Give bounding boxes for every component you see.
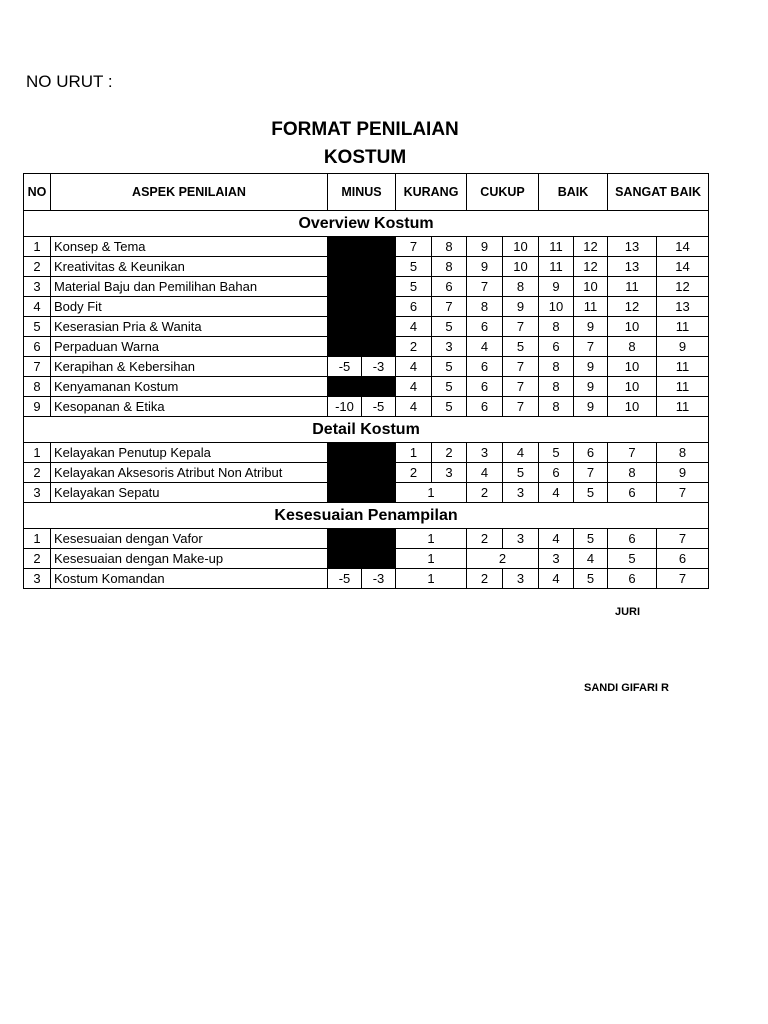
scoring-table [23,173,709,589]
score-cell: 5 [608,549,657,569]
score-cell: 9 [574,357,608,377]
score-cell: 7 [574,463,608,483]
minus-blocked-cell [328,277,396,297]
score-cell: 5 [539,443,574,463]
minus-blocked-cell [328,529,396,549]
score-cell: 2 [467,549,539,569]
table-row [24,397,709,417]
minus-blocked-cell [328,297,396,317]
score-cell: 12 [574,257,608,277]
score-cell: 13 [657,297,709,317]
row-number: 2 [24,549,51,569]
score-cell: 5 [432,377,467,397]
score-cell: 11 [657,397,709,417]
score-cell: 3 [539,549,574,569]
score-cell: 5 [396,277,432,297]
score-cell: 4 [574,549,608,569]
score-cell: 7 [657,483,709,503]
score-cell: 11 [539,257,574,277]
aspect-label: Kelayakan Penutup Kepala [51,443,328,463]
section-title: Kesesuaian Penampilan [24,503,709,529]
score-cell: 13 [608,237,657,257]
minus-blocked-cell [328,483,396,503]
row-number: 4 [24,297,51,317]
score-cell: 5 [574,529,608,549]
score-cell: 12 [574,237,608,257]
score-cell: 5 [503,463,539,483]
score-cell: 10 [608,397,657,417]
score-cell: 1 [396,549,467,569]
score-cell: 10 [503,237,539,257]
table-row [24,443,709,463]
score-cell: 4 [539,569,574,589]
score-cell: 4 [467,463,503,483]
score-cell: 10 [608,377,657,397]
score-cell: 4 [396,377,432,397]
table-row [24,463,709,483]
row-number: 3 [24,483,51,503]
aspect-label: Kenyamanan Kostum [51,377,328,397]
score-cell: 4 [503,443,539,463]
score-cell: 9 [467,237,503,257]
minus-value: -10 [328,397,362,417]
section-row [24,211,709,237]
score-cell: 6 [608,483,657,503]
column-header-sangat-baik: SANGAT BAIK [608,174,709,211]
score-cell: 2 [432,443,467,463]
score-cell: 2 [396,337,432,357]
aspect-label: Body Fit [51,297,328,317]
minus-blocked-cell [328,317,396,337]
row-number: 3 [24,569,51,589]
score-cell: 7 [432,297,467,317]
score-cell: 6 [432,277,467,297]
minus-value: -5 [328,357,362,377]
row-number: 1 [24,529,51,549]
column-header-kurang: KURANG [396,174,467,211]
row-number: 2 [24,257,51,277]
table-row [24,337,709,357]
score-cell: 3 [503,529,539,549]
score-cell: 10 [503,257,539,277]
minus-blocked-cell [328,463,396,483]
row-number: 6 [24,337,51,357]
score-cell: 3 [467,443,503,463]
row-number: 8 [24,377,51,397]
table-row [24,483,709,503]
minus-blocked-cell [328,337,396,357]
score-cell: 12 [608,297,657,317]
score-cell: 7 [657,569,709,589]
score-cell: 6 [467,357,503,377]
score-cell: 9 [467,257,503,277]
aspect-label: Kreativitas & Keunikan [51,257,328,277]
score-cell: 3 [432,463,467,483]
score-cell: 8 [539,357,574,377]
score-cell: 5 [432,317,467,337]
score-cell: 11 [657,357,709,377]
score-cell: 5 [574,569,608,589]
table-row [24,297,709,317]
aspect-label: Material Baju dan Pemilihan Bahan [51,277,328,297]
score-cell: 2 [396,463,432,483]
aspect-label: Kesesuaian dengan Make-up [51,549,328,569]
minus-value: -3 [362,357,396,377]
aspect-label: Keserasian Pria & Wanita [51,317,328,337]
score-cell: 4 [396,357,432,377]
minus-blocked-cell [328,443,396,463]
section-title: Detail Kostum [24,417,709,443]
score-cell: 6 [539,463,574,483]
score-cell: 9 [503,297,539,317]
score-cell: 3 [503,483,539,503]
minus-blocked-cell [328,377,396,397]
score-cell: 3 [503,569,539,589]
score-cell: 9 [574,317,608,337]
minus-blocked-cell [328,237,396,257]
table-row [24,357,709,377]
score-cell: 4 [539,529,574,549]
score-cell: 6 [467,397,503,417]
score-cell: 5 [432,397,467,417]
score-cell: 7 [467,277,503,297]
score-cell: 14 [657,237,709,257]
section-title: Overview Kostum [24,211,709,237]
score-cell: 7 [503,357,539,377]
score-cell: 1 [396,483,467,503]
score-cell: 8 [539,397,574,417]
row-number: 9 [24,397,51,417]
score-cell: 7 [503,317,539,337]
score-cell: 9 [657,337,709,357]
score-cell: 4 [467,337,503,357]
page-title: FORMAT PENILAIAN [271,119,459,140]
column-header-cukup: CUKUP [467,174,539,211]
score-cell: 13 [608,257,657,277]
column-header-baik: BAIK [539,174,608,211]
score-cell: 11 [539,237,574,257]
score-cell: 1 [396,529,467,549]
score-cell: 4 [396,397,432,417]
score-cell: 11 [574,297,608,317]
score-cell: 11 [657,317,709,337]
score-cell: 8 [608,463,657,483]
aspect-label: Konsep & Tema [51,237,328,257]
score-cell: 7 [574,337,608,357]
score-cell: 8 [432,237,467,257]
table-row [24,317,709,337]
score-cell: 8 [432,257,467,277]
aspect-label: Kesesuaian dengan Vafor [51,529,328,549]
minus-blocked-cell [328,257,396,277]
score-cell: 8 [539,377,574,397]
score-cell: 4 [539,483,574,503]
table-row [24,529,709,549]
score-cell: 12 [657,277,709,297]
score-cell: 6 [608,529,657,549]
score-cell: 6 [608,569,657,589]
score-cell: 8 [503,277,539,297]
score-cell: 4 [396,317,432,337]
score-cell: 5 [396,257,432,277]
score-cell: 1 [396,443,432,463]
score-cell: 14 [657,257,709,277]
row-number: 1 [24,237,51,257]
score-cell: 8 [467,297,503,317]
signer-name: SANDI GIFARI R [584,682,669,694]
score-cell: 5 [503,337,539,357]
score-cell: 1 [396,569,467,589]
column-header-minus: MINUS [328,174,396,211]
minus-value: -5 [328,569,362,589]
table-row [24,237,709,257]
score-cell: 8 [608,337,657,357]
score-cell: 6 [574,443,608,463]
aspect-label: Kelayakan Sepatu [51,483,328,503]
table-header-row [24,174,709,211]
column-header-aspek: ASPEK PENILAIAN [51,174,328,211]
aspect-label: Kostum Komandan [51,569,328,589]
row-number: 5 [24,317,51,337]
minus-value: -5 [362,397,396,417]
score-cell: 7 [657,529,709,549]
row-number: 1 [24,443,51,463]
score-cell: 6 [396,297,432,317]
aspect-label: Perpaduan Warna [51,337,328,357]
section-row [24,503,709,529]
section-row [24,417,709,443]
score-cell: 10 [539,297,574,317]
score-cell: 5 [432,357,467,377]
juri-label: JURI [615,606,641,618]
score-cell: 6 [467,317,503,337]
score-cell: 5 [574,483,608,503]
minus-blocked-cell [328,549,396,569]
score-cell: 11 [608,277,657,297]
score-cell: 10 [608,317,657,337]
score-cell: 10 [608,357,657,377]
aspect-label: Kelayakan Aksesoris Atribut Non Atribut [51,463,328,483]
score-cell: 6 [657,549,709,569]
table-body [24,211,709,589]
score-cell: 10 [574,277,608,297]
row-number: 3 [24,277,51,297]
score-cell: 11 [657,377,709,397]
score-cell: 9 [574,377,608,397]
score-cell: 2 [467,483,503,503]
score-cell: 7 [608,443,657,463]
score-cell: 6 [539,337,574,357]
score-cell: 7 [503,377,539,397]
minus-value: -3 [362,569,396,589]
score-cell: 2 [467,569,503,589]
score-cell: 8 [657,443,709,463]
score-cell: 7 [503,397,539,417]
score-cell: 9 [574,397,608,417]
score-cell: 2 [467,529,503,549]
table-row [24,549,709,569]
table-row [24,277,709,297]
no-urut-label: NO URUT : [26,72,113,91]
table-row [24,257,709,277]
column-header-no: NO [24,174,51,211]
score-cell: 9 [657,463,709,483]
aspect-label: Kerapihan & Kebersihan [51,357,328,377]
row-number: 2 [24,463,51,483]
row-number: 7 [24,357,51,377]
table-row [24,569,709,589]
score-cell: 3 [432,337,467,357]
score-cell: 6 [467,377,503,397]
aspect-label: Kesopanan & Etika [51,397,328,417]
score-cell: 7 [396,237,432,257]
score-cell: 8 [539,317,574,337]
page-subtitle: KOSTUM [323,147,407,168]
score-cell: 9 [539,277,574,297]
table-row [24,377,709,397]
